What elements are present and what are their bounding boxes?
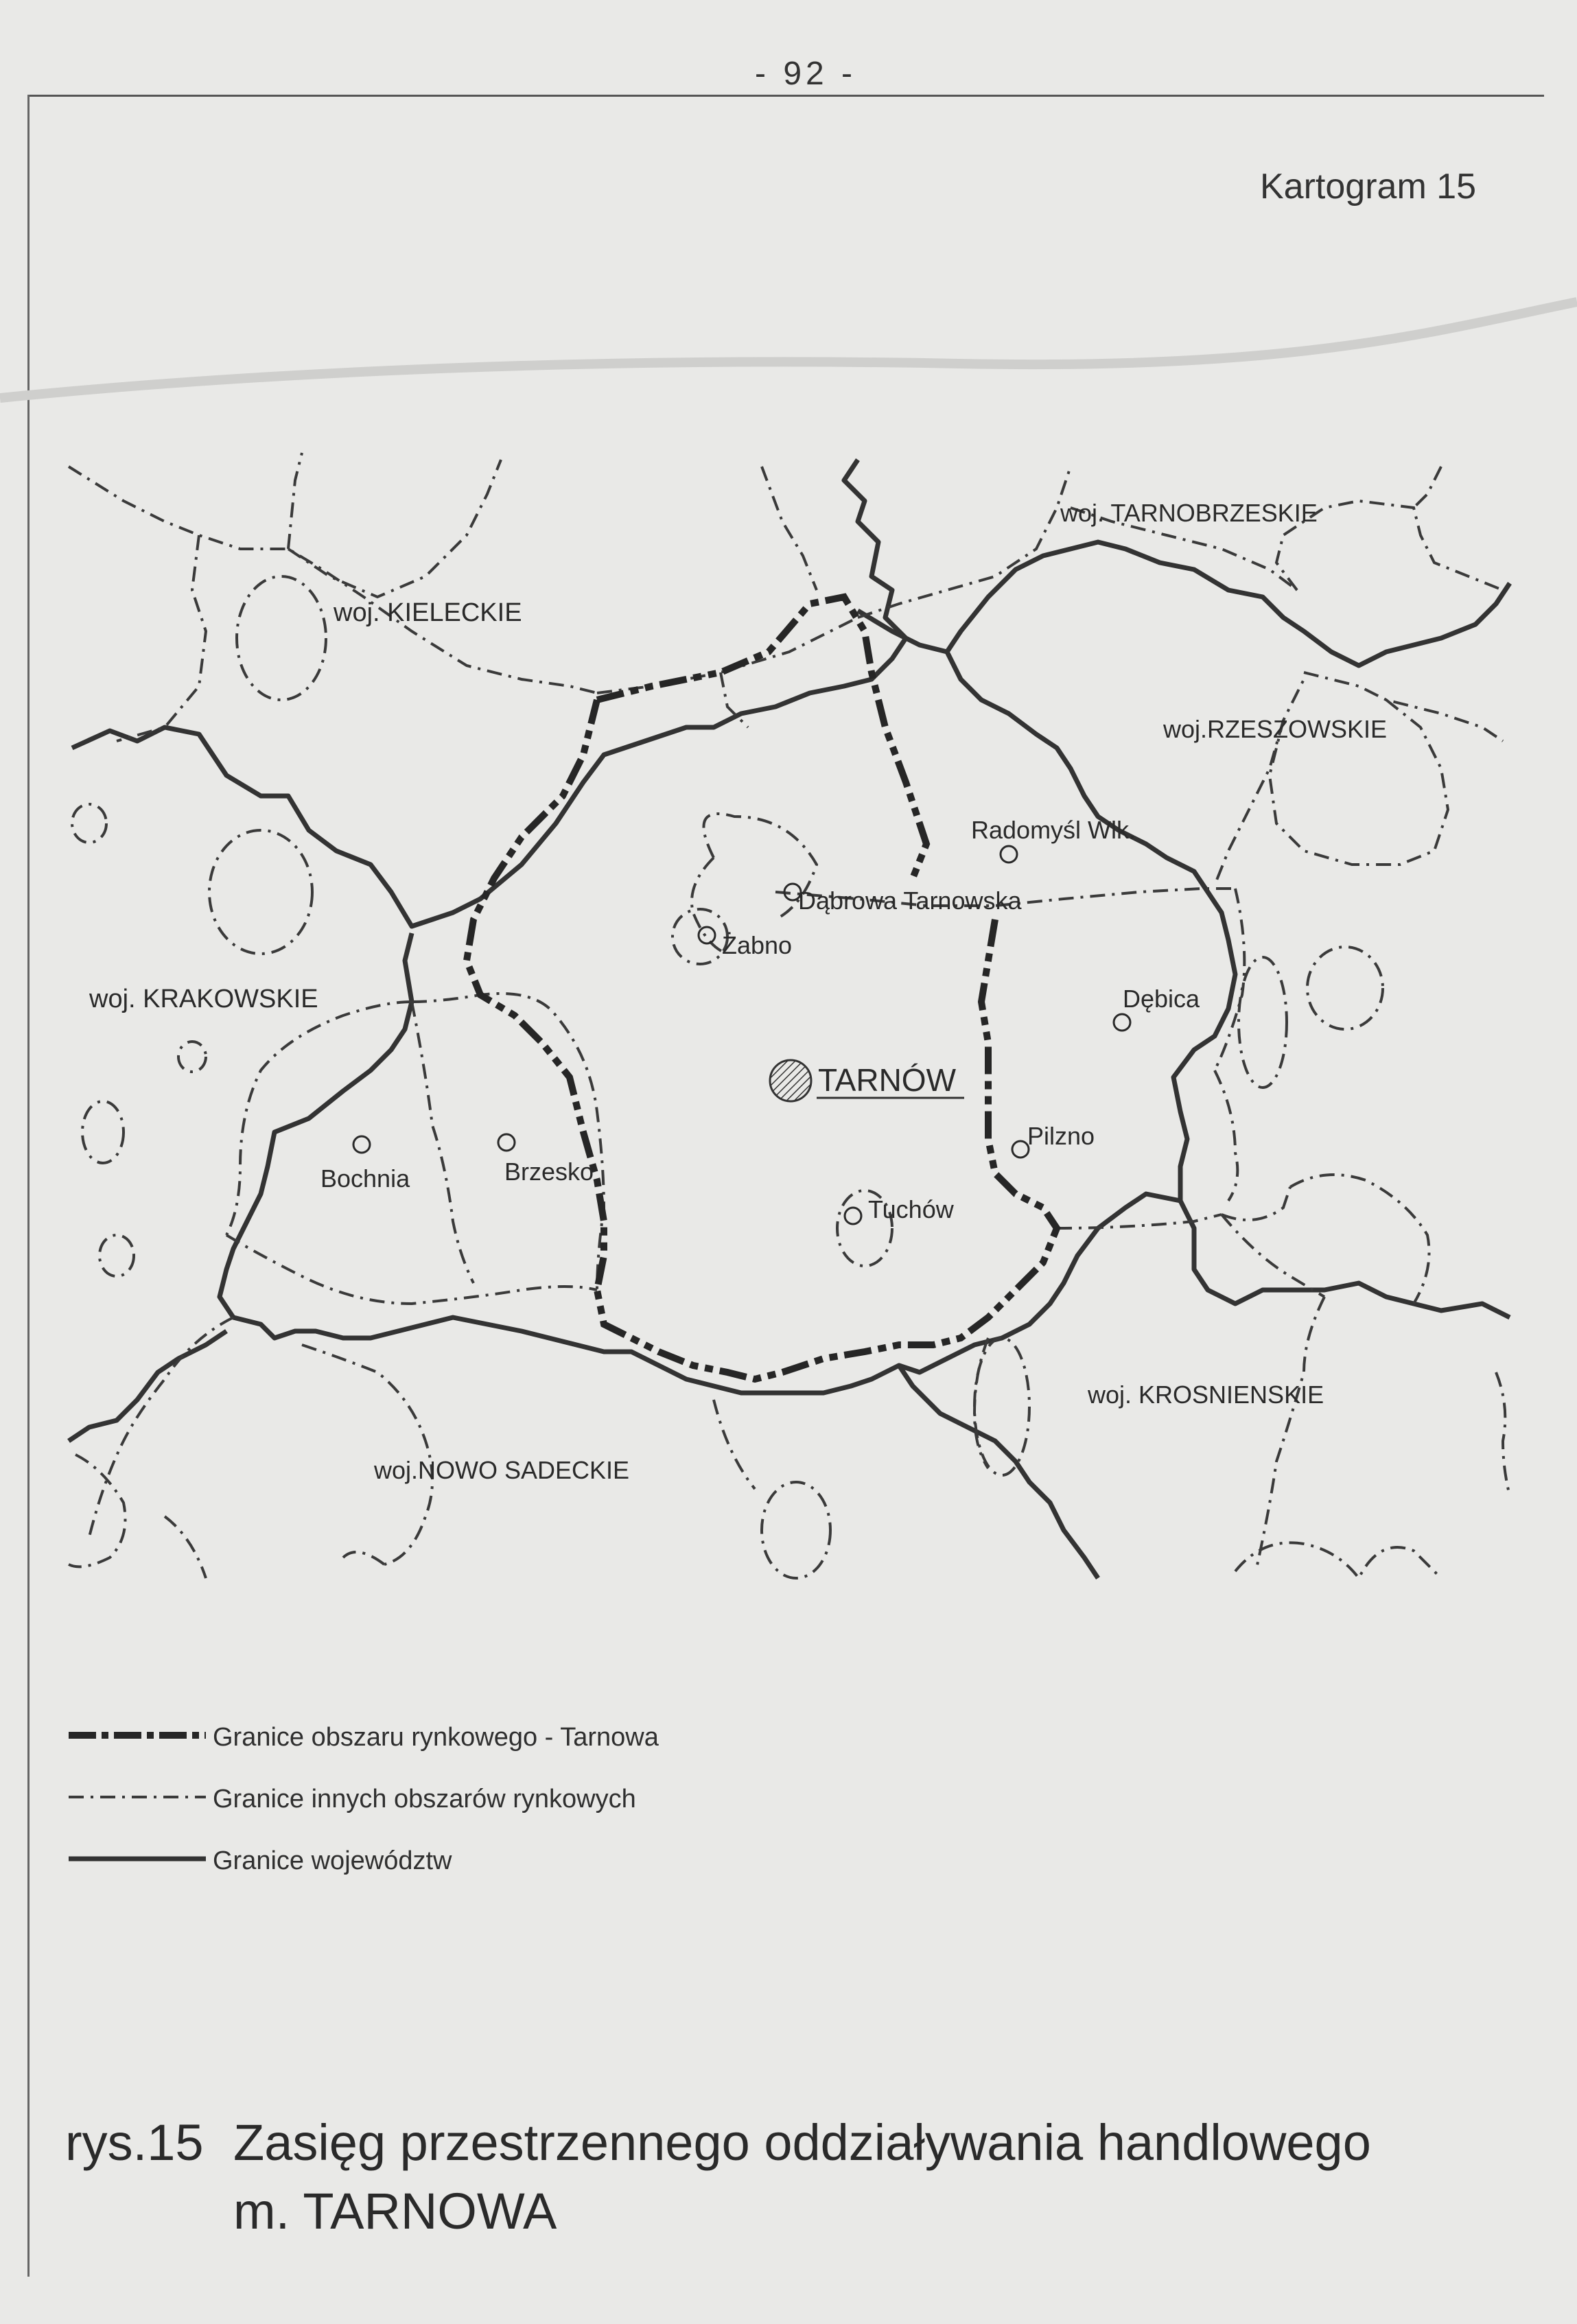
zabno-marker: [699, 927, 715, 943]
town-brzesko: Brzesko: [504, 1158, 594, 1186]
region-krosnienskie: woj. KROSNIENSKIE: [1088, 1381, 1324, 1409]
pilzno-marker: [1012, 1141, 1029, 1158]
town-radomysl: Radomyśl Wlk.: [971, 816, 1136, 844]
bochnia-marker: [353, 1136, 370, 1153]
debica-marker: [1114, 1014, 1130, 1031]
town-tuchow: Tuchów: [868, 1195, 954, 1223]
tarnow-city-marker: [770, 1060, 811, 1101]
legend-swatch-voivodeship: [69, 1842, 206, 1870]
town-debica: Dębica: [1123, 985, 1200, 1013]
town-dabrowa: Dąbrowa Tarnowska: [798, 887, 1022, 915]
caption-prefix: rys.15: [65, 2114, 204, 2171]
legend-label-market: Granice obszaru rynkowego - Tarnowa: [213, 1723, 659, 1752]
caption-title: Zasięg przestrzennego oddziaływania handlowego: [233, 2114, 1371, 2171]
paper-fold: [0, 302, 1577, 398]
town-pilzno: Pilzno: [1027, 1122, 1095, 1150]
region-krakowskie: woj. KRAKOWSKIE: [89, 985, 318, 1013]
map-title: Kartogram 15: [1260, 167, 1477, 207]
page-number: - 92 -: [755, 56, 857, 92]
tuchow-marker: [845, 1208, 861, 1224]
tarnow-market-boundary: [467, 597, 1057, 1379]
region-nowosadeckie: woj.NOWO SADECKIE: [374, 1456, 630, 1484]
town-bochnia: Bochnia: [320, 1164, 410, 1193]
town-zabno: Żabno: [722, 931, 793, 959]
legend-label-other: Granice innych obszarów rynkowych: [213, 1785, 636, 1814]
region-rzeszowskie: woj.RZESZOWSKIE: [1163, 715, 1388, 743]
region-tarnobrzeskie: woj. TARNOBRZESKIE: [1060, 499, 1318, 527]
region-kieleckie: woj. KIELECKIE: [334, 598, 522, 627]
legend-swatch-other: [69, 1781, 206, 1808]
town-tarnow: TARNÓW: [818, 1062, 957, 1098]
radomysl-marker: [1001, 846, 1017, 862]
brzesko-marker: [498, 1134, 515, 1151]
legend-swatch-market: [69, 1719, 206, 1746]
legend-label-voivodeship: Granice województw: [213, 1846, 452, 1875]
caption-subtitle: m. TARNOWA: [233, 2183, 557, 2240]
